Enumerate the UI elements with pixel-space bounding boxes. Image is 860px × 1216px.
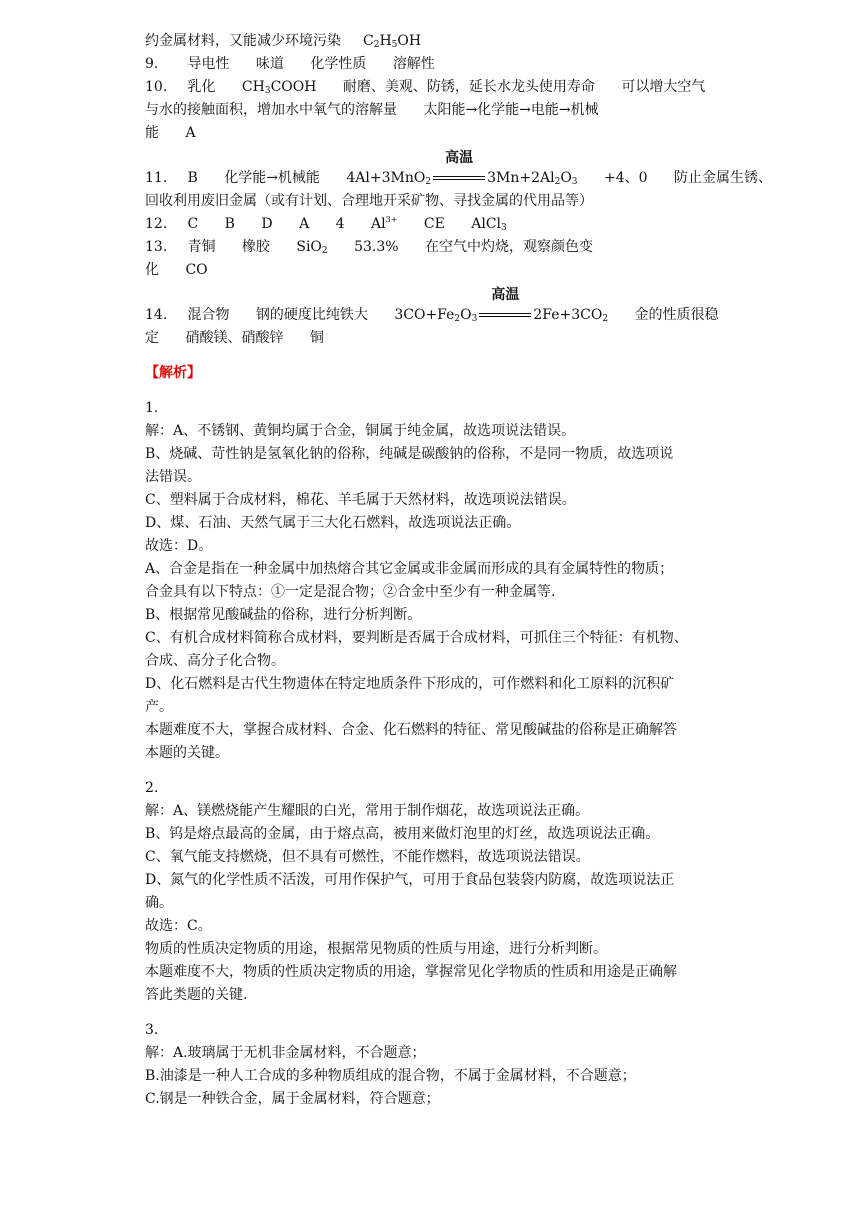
answer-13-item: CO [185,262,208,278]
answer-14-item: 金的性质很稳 [634,307,719,323]
answer-10-item: 能 [145,125,159,141]
reaction-condition: 高温 [431,167,487,190]
analysis-block-1 [145,420,720,765]
analysis-line: B、钨是熔点最高的金属，由于熔点高，被用来做灯泡里的灯丝，故选项说法正确。 [145,826,660,842]
analysis-line: B、烧碱、苛性钠是氢氧化钠的俗称，纯碱是碳酸钠的俗称，不是同一物质，故选项说 [145,446,674,462]
question-number: 2. [145,780,159,796]
answer-9-item: 味道 [255,56,284,72]
answer-8-line [145,30,720,53]
answer-10-item: 乳化 [187,79,216,95]
answer-number: 12. [145,216,168,232]
analysis-line: C、有机合成材料简称合成材料，要判断是否属于合成材料，可抓住三个特征：有机物、 [145,630,688,646]
analysis-line: 本题难度不大，物质的性质决定物质的用途，掌握常见化学物质的性质和用途是正确解 [145,964,677,980]
analysis-line: C.钢是一种铁合金，属于金属材料，符合题意； [145,1091,440,1107]
analysis-line: C、塑料属于合成材料，棉花、羊毛属于天然材料，故选项说法错误。 [145,492,576,508]
analysis-line: 故选：D。 [145,538,213,554]
analysis-line: 法错误。 [145,469,201,485]
answer-12-item: D [261,216,273,232]
answer-13-line-2 [145,259,720,282]
analysis-line: 本题的关键。 [145,745,229,761]
answer-9-line [145,53,720,76]
answer-11-item: 防止金属生锈、 [673,170,772,186]
analysis-line: B、根据常见酸碱盐的俗称，进行分析判断。 [145,607,422,623]
answer-number: 14. [145,307,168,323]
answer-9-item: 导电性 [187,56,230,72]
answer-10-formula: $CH_3COOH$ [241,79,317,96]
answer-13-formula: SiO$_2$ [296,239,328,256]
answer-13-item: 53.3% [354,239,399,255]
analysis-line: 本题难度不大，掌握合成材料、合金、化石燃料的特征、常见酸碱盐的俗称是正确解答 [145,722,677,738]
answer-12-item: 4 [335,216,345,232]
answer-11-item: +4、0 [603,170,648,186]
answer-14-item: 混合物 [187,307,230,323]
analysis-line: A、合金是指在一种金属中加热熔合其它金属或非金属而形成的具有金属特性的物质； [145,561,674,577]
answer-10-item: A [185,125,196,141]
reaction-condition: 高温 [477,304,533,327]
answer-10-item: 与水的接触面积，增加水中氧气的溶解量 [145,102,397,118]
answer-10-item: 耐磨、美观、防锈，延长水龙头使用寿命 [342,79,595,95]
analysis-line: 答此类题的关键. [145,987,248,1003]
answer-8-text: 约金属材料，又能减少环境污染 [145,33,341,49]
analysis-line: D、煤、石油、天然气属于三大化石燃料，故选项说法正确。 [145,515,521,531]
answer-10-item: 可以增大空气 [621,79,706,95]
analysis-line: 合金具有以下特点：①一定是混合物；②合金中至少有一种金属等. [145,584,556,600]
answer-13-line [145,236,720,259]
answer-11-item: 化学能→机械能 [224,170,320,186]
analysis-line: 确。 [145,895,173,911]
answer-13-item: 在空气中灼烧，观察颜色变 [425,239,594,255]
answer-8-formula: $C_2H_5OH$ [363,33,422,50]
analysis-line: 合成、高分子化合物。 [145,653,285,669]
answer-13-item: 橡胶 [241,239,270,255]
answer-11-line [145,150,772,190]
answer-12-formula: AlCl$_3$ [471,216,507,233]
answer-number: 13. [145,239,168,255]
answer-11-item: B [187,170,198,186]
analysis-line: D、化石燃料是古代生物遗体在特定地质条件下形成的，可作燃料和化工原料的沉积矿 [145,676,675,692]
answer-10-energy: 太阳能→化学能→电能→机械 [423,102,599,118]
answer-14-line-2 [145,327,720,350]
equation: 4Al+3MnO$_2$ 高温 $3Mn+2Al_2O_3$ [346,170,577,186]
answer-13-item: 青铜 [187,239,216,255]
analysis-line: 解：A、镁燃烧能产生耀眼的白光，常用于制作烟花，故选项说法正确。 [145,803,590,819]
analysis-line: 物质的性质决定物质的用途，根据常见物质的性质与用途，进行分析判断。 [145,941,607,957]
analysis-block-2 [145,800,720,1007]
answer-14-item: 钢的硬度比纯铁大 [255,307,368,323]
analysis-line: 产。 [145,699,173,715]
answer-11-line-2 [145,190,720,213]
answer-10-line [145,76,720,99]
question-number: 3. [145,1022,159,1038]
answer-11-item: 回收利用废旧金属（或有计划、合理地开采矿物、寻找金属的代用品等） [145,193,593,209]
answer-13-item: 化 [145,262,159,278]
answer-10-line-2 [145,99,720,122]
analysis-line: 解：A、不锈钢、黄铜均属于合金，铜属于纯金属，故选项说法错误。 [145,423,576,439]
answer-12-item: A [299,216,310,232]
answer-9-item: 溶解性 [392,56,435,72]
answer-14-item: 硝酸镁、硝酸锌 [185,330,284,346]
answer-12-ion: $Al^{3+}$ [371,215,398,232]
answer-14-item: 定 [145,330,159,346]
analysis-line: D、氮气的化学性质不活泼，可用作保护气，可用于食品包装袋内防腐，故选项说法正 [145,872,675,888]
answer-12-line [145,213,720,236]
answer-14-line [145,287,720,327]
answer-12-item: B [224,216,235,232]
answer-number: 9. [145,56,159,72]
analysis-line: 解：A.玻璃属于无机非金属材料，不合题意； [145,1045,426,1061]
analysis-title: 【解析】 [145,365,201,381]
answer-12-item: CE [423,216,445,232]
answer-12-item: C [187,216,199,232]
answer-10-line-3 [145,122,720,145]
question-number: 1. [145,400,159,416]
analysis-line: C、氧气能支持燃烧，但不具有可燃性，不能作燃料，故选项说法错误。 [145,849,590,865]
analysis-line: B.油漆是一种人工合成的多种物质组成的混合物，不属于金属材料，不合题意； [145,1068,636,1084]
answer-14-item: 铜 [309,330,324,346]
document-page [145,30,772,1111]
answer-number: 10. [145,79,168,95]
analysis-line: 故选：C。 [145,918,212,934]
analysis-block-3 [145,1042,720,1111]
answer-9-item: 化学性质 [310,56,367,72]
equation: $3CO+Fe_2O_3$ 高温 $2Fe+3CO_2$ [394,307,608,323]
answer-number: 11. [145,170,168,186]
